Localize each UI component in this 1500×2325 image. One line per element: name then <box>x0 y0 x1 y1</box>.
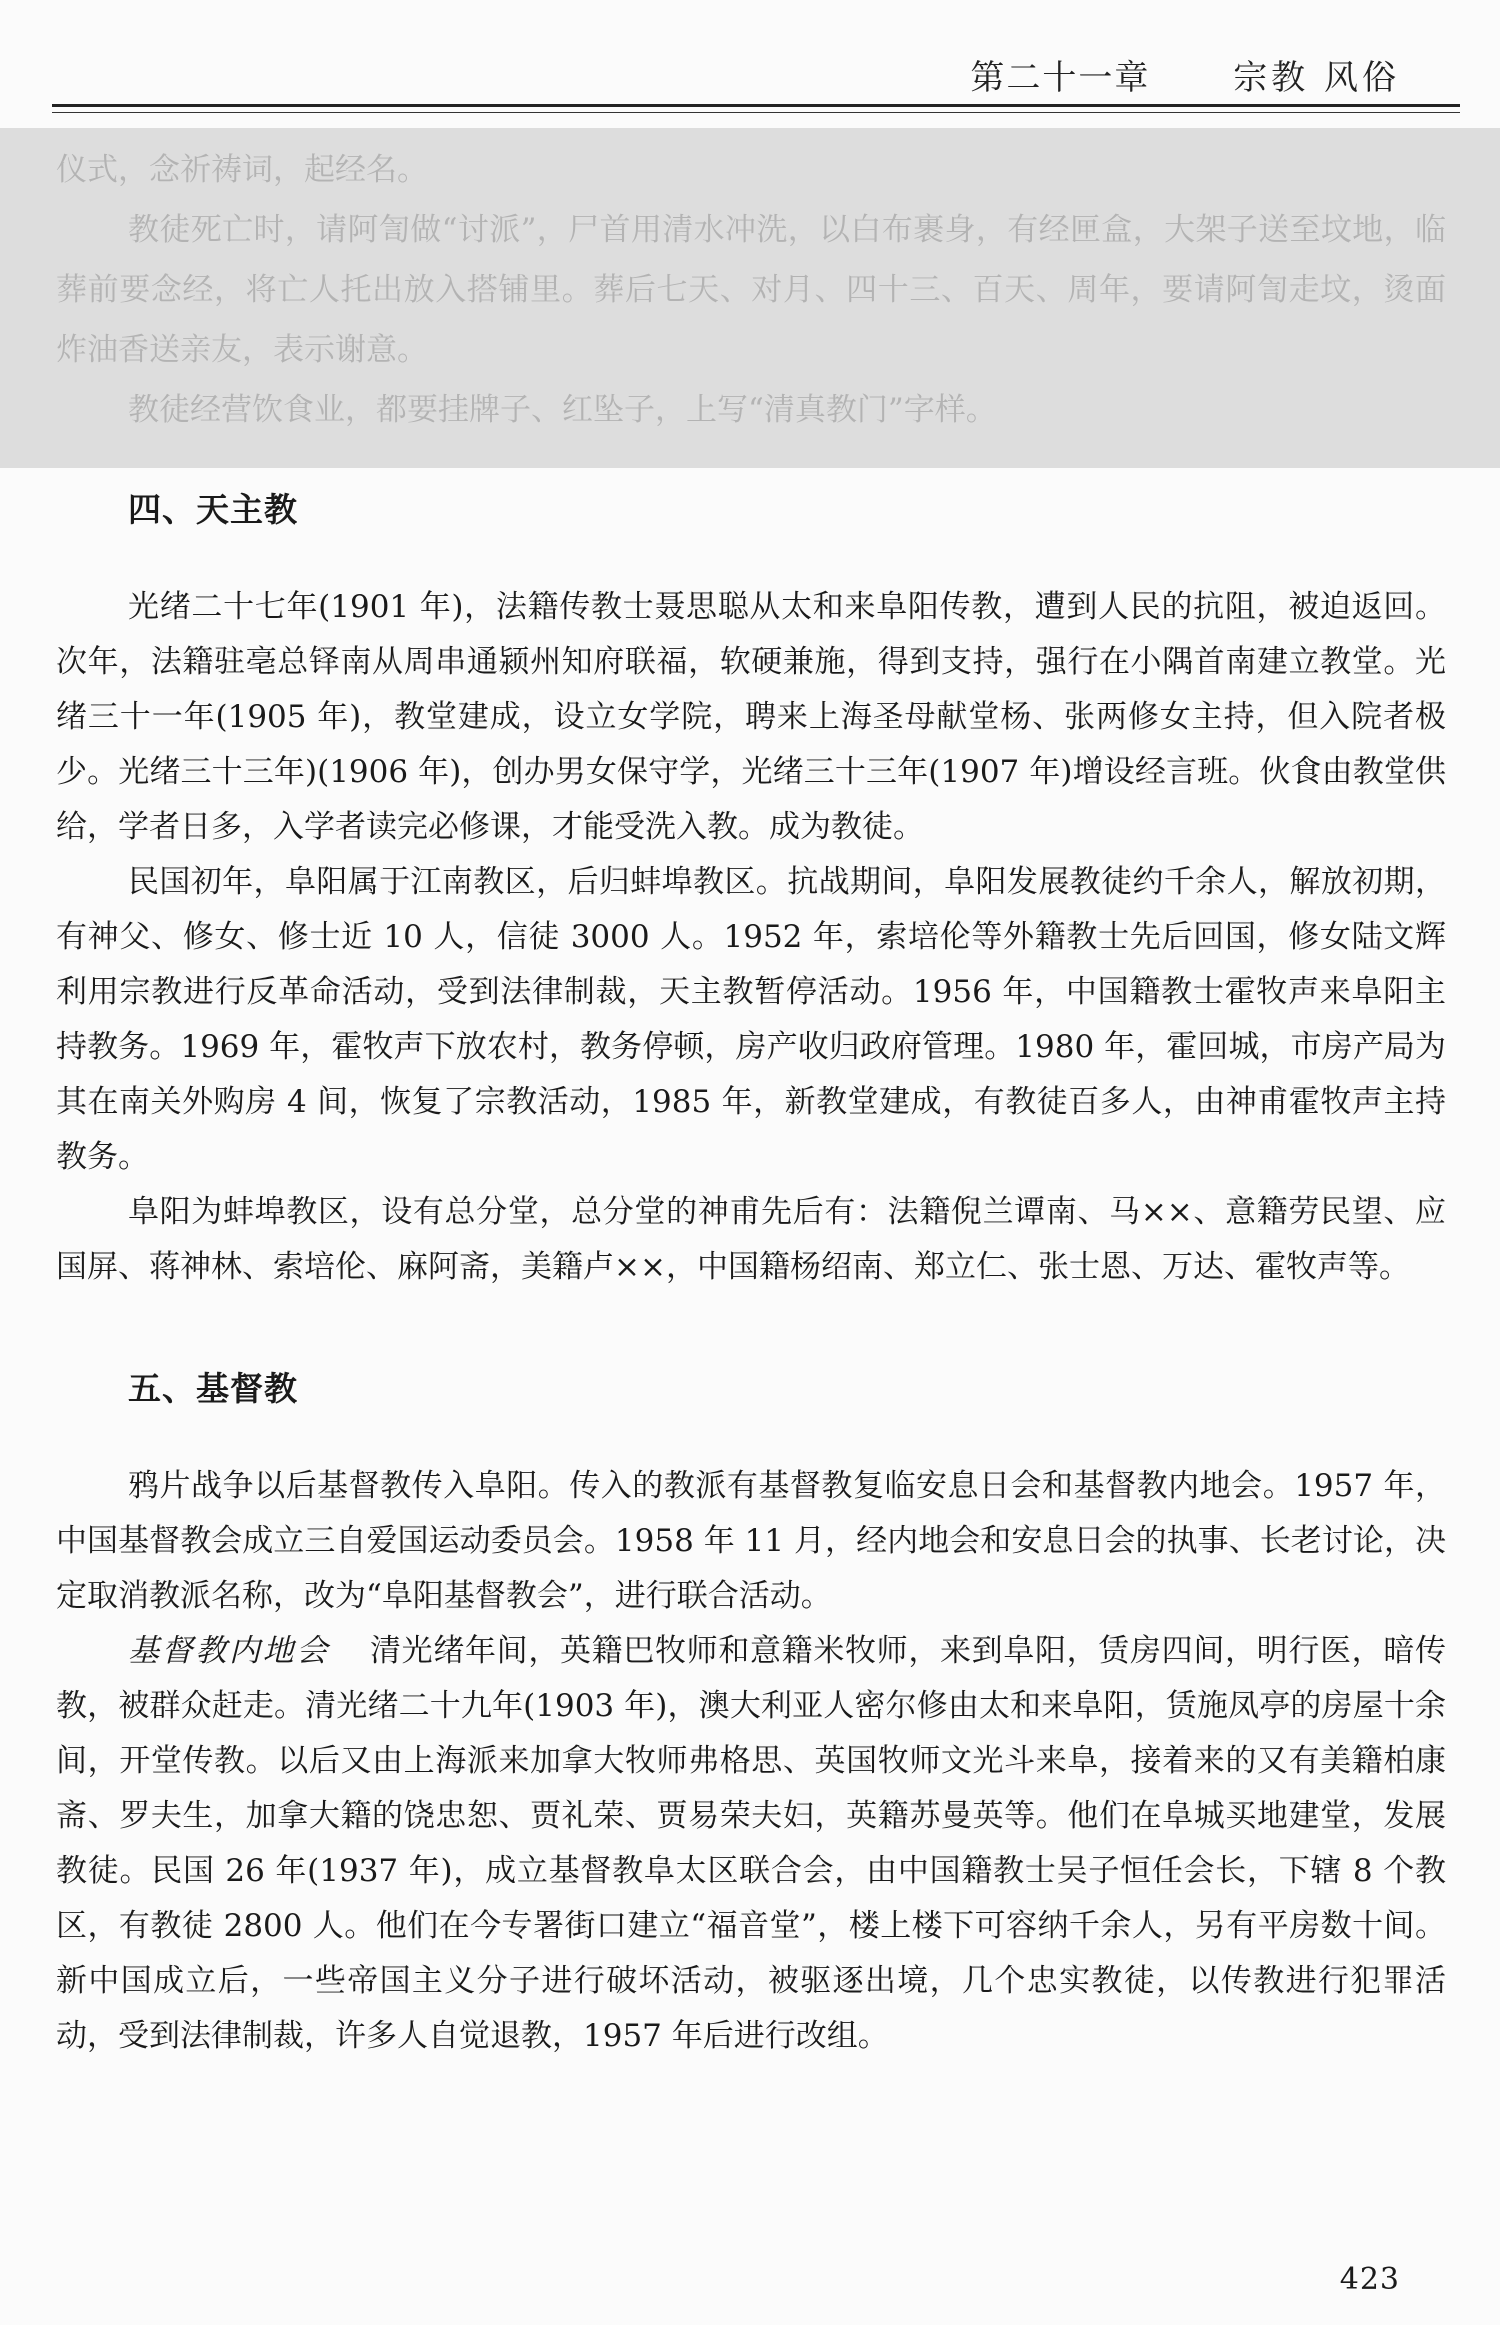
paragraph-lead-term: 基督教内地会 <box>128 1633 330 1669</box>
header-rule-thin <box>52 112 1460 113</box>
faded-continuation-text <box>56 140 1446 440</box>
body-paragraph: 鸦片战争以后基督教传入阜阳。传入的教派有基督教复临安息日会和基督教内地会。1957 年，中国基督教会成立三自爱国运动委员会。1958 年 11 月，经内地会和安息日会的执事、长老讨论，决定取消教派名称，改为“阜阳基督教会”，进行联合活动。 <box>56 1468 1446 1614</box>
section-title: 宗教 风俗 <box>1233 58 1400 98</box>
chapter-title: 第二十一章 <box>970 58 1151 98</box>
body-paragraph: 民国初年，阜阳属于江南教区，后归蚌埠教区。抗战期间，阜阳发展教徒约千余人，解放初期，有神父、修女、修士近 10 人，信徒 3000 人。1952 年，索培伦等外籍教士先后回国，修女陆文辉利用宗教进行反革命活动，受到法律制裁，天主教暂停活动。1956 年，中国籍教士霍牧声来阜阳主持教务。1969 年，霍牧声下放农村，教务停顿，房产收归政府管理。1980 年，霍回城，市房产局为其在南关外购房 4 间，恢复了宗教活动，1985 年，新教堂建成，有教徒百多人，由神甫霍牧声主持教务。 <box>56 864 1446 1175</box>
page-number: 423 <box>1339 2262 1400 2297</box>
faded-paragraph: 教徒死亡时，请阿訇做“讨派”，尸首用清水冲洗，以白布裹身，有经匣盒，大架子送至坟地，临葬前要念经，将亡人托出放入搭铺里。葬后七天、对月、四十三、百天、周年，要请阿訇走坟，烫面炸油香送亲友，表示谢意。 <box>56 212 1446 368</box>
section-heading-catholicism: 四、天主教 <box>128 490 298 529</box>
main-content <box>56 478 1446 2064</box>
body-paragraph: 阜阳为蚌埠教区，设有总分堂，总分堂的神甫先后有：法籍倪兰谭南、马××、意籍劳民望、应国屏、蒋神林、索培伦、麻阿斋，美籍卢××，中国籍杨绍南、郑立仁、张士恩、万达、霍牧声等。 <box>56 1194 1446 1285</box>
body-paragraph-inland-mission <box>56 1624 1446 2064</box>
section-heading-christianity: 五、基督教 <box>128 1369 298 1408</box>
header-rule-thick <box>52 104 1460 107</box>
paragraph-body-text: 清光绪年间，英籍巴牧师和意籍米牧师，来到阜阳，赁房四间，明行医，暗传教，被群众赶走。清光绪二十九年(1903 年)，澳大利亚人密尔修由太和来阜阳，赁施凤亭的房屋十余间，开堂传教。以后又由上海派来加拿大牧师弗格思、英国牧师文光斗来阜，接着来的又有美籍柏康斋、罗夫生，加拿大籍的饶忠恕、贾礼荣、贾易荣夫妇，英籍苏曼英等。他们在阜城买地建堂，发展教徒。民国 26 年(1937 年)，成立基督教阜太区联合会，由中国籍教士吴子恒任会长，下辖 8 个教区，有教徒 2800 人。他们在今专署街口建立“福音堂”，楼上楼下可容纳千余人，另有平房数十间。新中国成立后，一些帝国主义分子进行破坏活动，被驱逐出境，几个忠实教徒，以传教进行犯罪活动，受到法律制裁，许多人自觉退教，1957 年后进行改组。 <box>56 1633 1446 2054</box>
body-paragraph: 光绪二十七年(1901 年)，法籍传教士聂思聪从太和来阜阳传教，遭到人民的抗阻，被迫返回。次年，法籍驻亳总铎南从周串通颍州知府联福，软硬兼施，得到支持，强行在小隅首南建立教堂。光绪三十一年(1905 年)，教堂建成，设立女学院，聘来上海圣母献堂杨、张两修女主持，但入院者极少。光绪三十三年)(1906 年)，创办男女保守学，光绪三十三年(1907 年)增设经言班。伙食由教堂供给，学者日多，入学者读完必修课，才能受洗入教。成为教徒。 <box>56 589 1446 845</box>
faded-paragraph: 仪式，念祈祷词，起经名。 <box>56 152 428 188</box>
running-head <box>970 50 1400 99</box>
faded-paragraph: 教徒经营饮食业，都要挂牌子、红坠子，上写“清真教门”字样。 <box>128 392 997 428</box>
